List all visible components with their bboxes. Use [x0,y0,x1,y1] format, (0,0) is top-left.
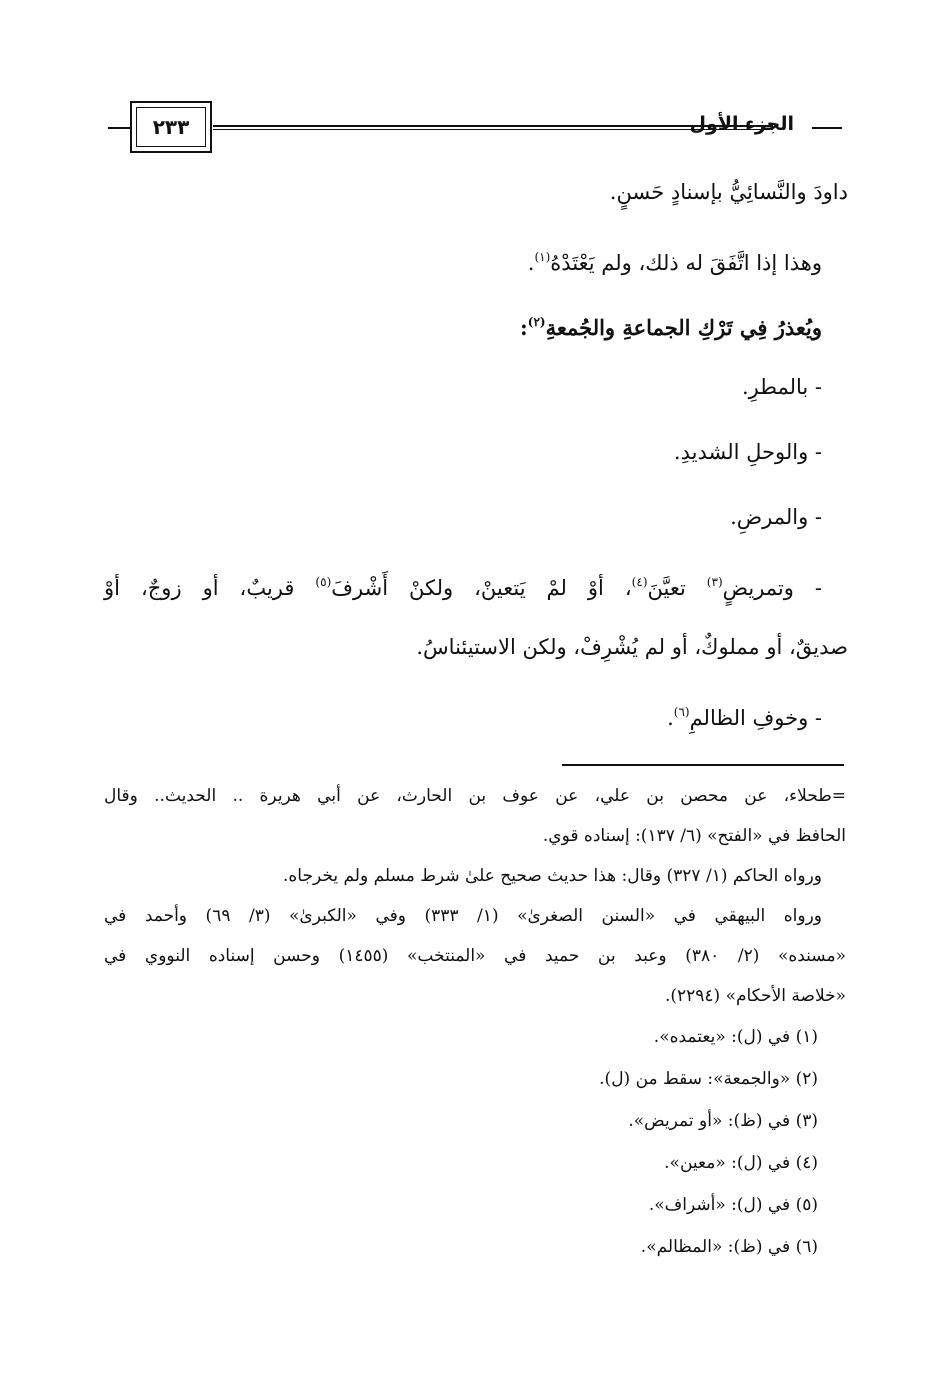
footnote-ref[interactable]: (٢) [527,315,546,329]
list-item-continuation: صديقٌ، أو مملوكٌ، أو لم يُشْرِفْ، ولكن الاستيئناسُ. [416,635,848,659]
heading-text: ويُعذرُ فِي تَرْكِ الجماعةِ والجُمعةِ [545,315,822,340]
footnote-item: (٢) «والجمعة»: سقط من (ل). [599,1069,818,1089]
punctuation: : [520,315,528,340]
footnote-line: ورواه البيهقي في «السنن الصغرىٰ» (١/ ٣٣٣) وفي «الكبرىٰ» (٣/ ٦٩) وأحمد في [104,906,823,926]
footnote-line: «مسنده» (٢/ ٣٨٠) وعبد بن حميد في «المنتخب» (١٤٥٥) وحسن إسناده النووي في [104,946,846,966]
footnote-item: (٦) في (ظ): «المظالم». [640,1237,818,1257]
list-item-text: قريبٌ، أو زوجٌ، أوْ [104,576,316,600]
page-number: ٢٣٣ [136,107,206,147]
list-item: - والوحلِ الشديدِ. [673,440,822,464]
footnote-ref[interactable]: (١) [534,250,551,264]
footnote-separator [562,764,844,766]
paragraph-line: داودَ والنَّسائِيُّ بإسنادٍ حَسنٍ. [609,180,848,204]
header-rule-right [812,127,842,129]
paragraph-text: وهذا إذا اتَّفَقَ له ذلك، ولم يَعْتَدْهُ [550,251,822,275]
paragraph-line [104,225,848,290]
section-heading [104,290,848,355]
footnotes [104,776,846,1268]
punctuation: . [527,251,535,275]
footnote-item: (٤) في (ل): «معين». [664,1153,818,1173]
footnote-line: الحافظ في «الفتح» (٦/ ١٣٧): إسناده قوي. [542,826,846,846]
footnote-ref[interactable]: (٦) [673,705,690,719]
list-item: - بالمطرِ. [741,375,822,399]
footnote-line: «خلاصة الأحكام» (٢٢٩٤). [664,986,846,1006]
list-item-text: - وخوفِ الظالمِ [689,706,822,730]
footnote-line: =طحلاء، عن محصن بن علي، عن عوف بن الحارث، عن أبي هريرة .. الحديث.. وقال [104,786,846,806]
header-rule-left [108,127,130,129]
punctuation: . [667,706,674,730]
list-item-text: ، أوْ لمْ يَتعينْ، ولكنْ أَشْرفَ [331,576,632,600]
footnote-item: (١) في (ل): «يعتمده». [653,1027,818,1047]
footnote-item: (٣) في (ظ): «أو تمريض». [628,1111,818,1131]
footnote-ref[interactable]: (٥) [315,575,332,589]
main-text [104,160,848,745]
list-item-text: تعيَّنَ [647,576,707,600]
list-item [104,680,848,745]
page-number-frame [130,101,212,153]
running-header-title: الجزء الأول [689,113,794,135]
footnote-item: (٥) في (ل): «أشراف». [648,1195,818,1215]
list-item: - والمرضِ. [730,505,822,529]
footnote-ref[interactable]: (٣) [706,575,723,589]
list-item [104,550,848,615]
footnote-line: ورواه الحاكم (١/ ٣٢٧) وقال: هذا حديث صحيح علىٰ شرط مسلم ولم يخرجاه. [283,866,822,886]
footnote-ref[interactable]: (٤) [631,575,648,589]
list-item-text: - وتمريضٍ [722,576,822,600]
